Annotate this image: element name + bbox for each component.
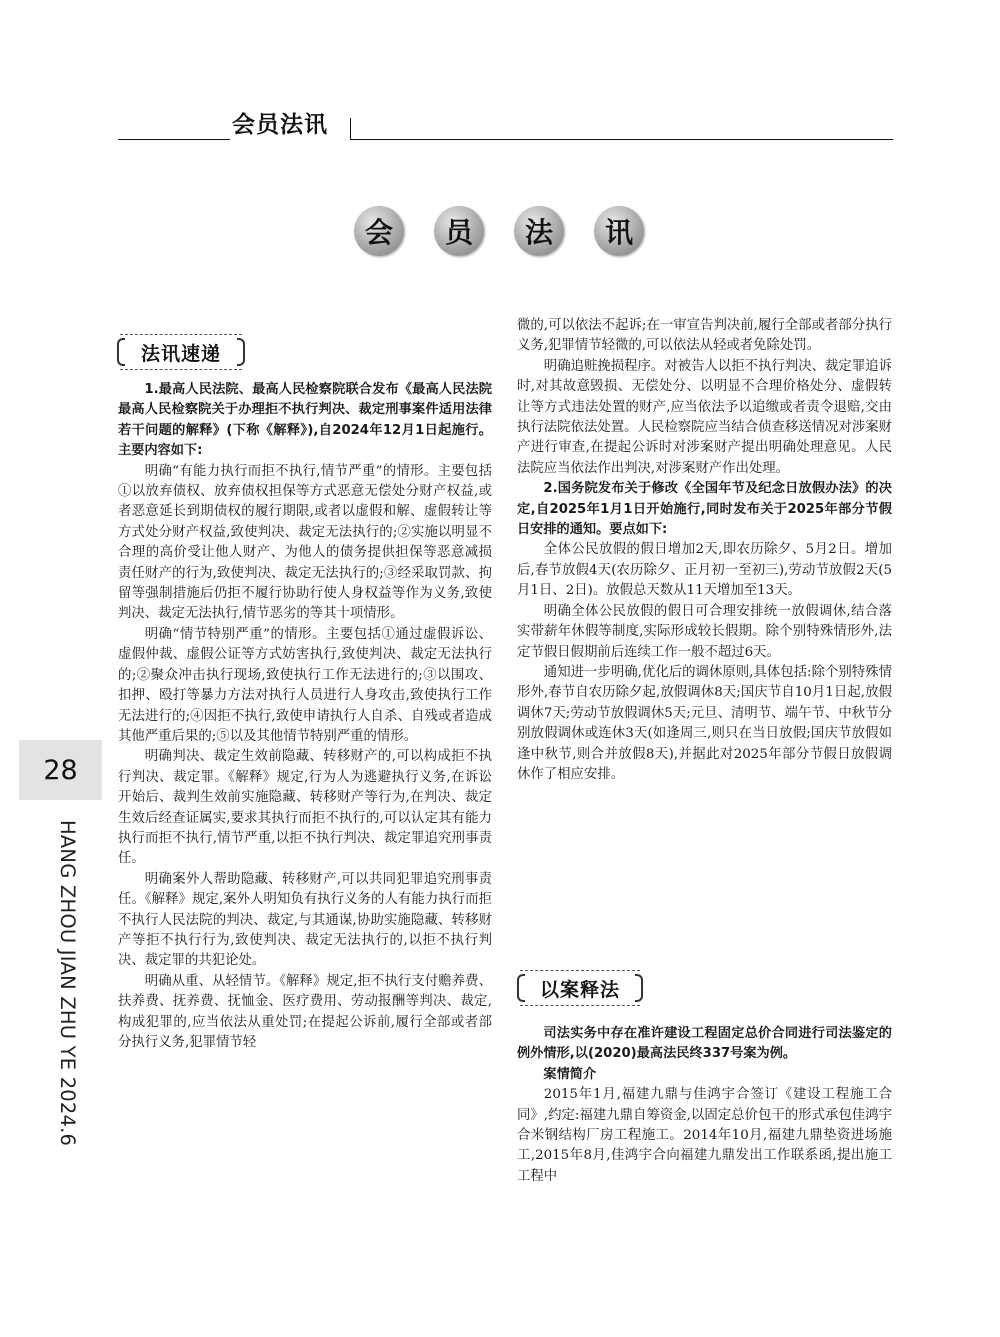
news-section-label-text: 法讯速递 (140, 342, 221, 365)
article-paragraph: 全体公民放假的假日增加2天,即农历除夕、5月2日。增加后,春节放假4天(农历除夕、正月初一至初三),劳动节放假2天(5月1日、2日)。放假总天数从11天增加至13天。 (517, 542, 892, 599)
article-paragraph: 明确判决、裁定生效前隐藏、转移财产的,可以构成拒不执行判决、裁定罪。《解释》规定,行为人为逃避执行义务,在诉讼开始后、裁判生效前实施隐藏、转移财产等行为,在判决、裁定生效后经查证属实,要求其执行而拒不执行的,可以认定其有能力执行而拒不执行,情节严重,以拒不执行判决、裁定罪追究刑事责任。 (118, 749, 492, 867)
banner-char-2: 员 (434, 206, 484, 256)
journal-side-text: HANG ZHOU JIAN ZHU YE 2024.6 (56, 820, 79, 1147)
right-column-bottom (517, 1024, 892, 1187)
article-paragraph: 明确“情节特别严重”的情形。主要包括①通过虚假诉讼、虚假仲裁、虚假公证等方式妨害执行,致使判决、裁定无法执行的;②聚众冲击执行现场,致使执行工作无法进行的;③以围攻、扣押、殴打等暴力方法对执行人员进行人身攻击,致使执行工作无法进行的;④因拒不执行,致使申请执行人自杀、自残或者造成其他严重后果的;⑤以及其他情节特别严重的情形。 (118, 626, 492, 744)
section-banner (354, 206, 644, 256)
banner-char-4: 讯 (594, 206, 644, 256)
label-bracket-left (117, 338, 125, 366)
header-rule-divider (350, 118, 351, 140)
article-heading: 1.最高人民法院、最高人民检察院联合发布《最高人民法院 最高人民检察院关于办理拒不执行判决、裁定刑事案件适用法律若干问题的解释》(下称《解释》),自2024年12月1日起施行。主要内容如下: (118, 382, 492, 459)
header-title: 会员法讯 (232, 112, 328, 138)
label-bracket-right (635, 974, 643, 1002)
banner-char-3: 法 (514, 206, 564, 256)
article-paragraph: 明确追赃挽损程序。对被告人以拒不执行判决、裁定罪追诉时,对其故意毁损、无偿处分、以明显不合理价格处分、虚假转让等方式违法处置的财产,应当依法予以追缴或者责令退赔,交由执行法院依法处置。人民检察院应当结合侦查移送情况对涉案财产进行审查,在提起公诉时对涉案财产提出明确处理意见。人民法院应当依法作出判决,对涉案财产作出处理。 (517, 358, 892, 476)
case-section-label-text: 以案释法 (539, 978, 620, 1001)
news-section-label (120, 334, 242, 370)
article-paragraph: 明确全体公民放假的假日可合理安排统一放假调休,结合落实带薪年休假等制度,实际形成较长假期。除个别特殊情形外,法定节假日假期前后连续工作一般不超过6天。 (517, 603, 892, 660)
article-subheading: 案情简介 (543, 1066, 597, 1082)
article-paragraph: 微的,可以依法不起诉;在一审宣告判决前,履行全部或者部分执行义务,犯罪情节轻微的,可以依法从轻或者免除处罚。 (517, 318, 892, 354)
article-heading: 2.国务院发布关于修改《全国年节及纪念日放假办法》的决定,自2025年1月1日开始施行,同时发布关于2025年部分节假日安排的通知。要点如下: (517, 481, 892, 538)
article-paragraph: 明确“有能力执行而拒不执行,情节严重”的情形。主要包括①以放弃债权、放弃债权担保等方式恶意无偿处分财产权益,或者恶意延长到期债权的履行期限,或者以虚假和解、虚假转让等方式处分财产权益,致使判决、裁定无法执行的;②实施以明显不合理的高价受让他人财产、为他人的债务提供担保等恶意减损责任财产的行为,致使判决、裁定无法执行的;③经采取罚款、拘留等强制措施后仍拒不履行协助行使人身权益等作为义务,致使判决、裁定无法执行,情节恶劣的等其十项情形。 (118, 463, 492, 622)
article-heading: 司法实务中存在准许建设工程固定总价合同进行司法鉴定的例外情形,以(2020)最高法民终337号案为例。 (517, 1026, 892, 1062)
article-paragraph: 明确案外人帮助隐藏、转移财产,可以共同犯罪追究刑事责任。《解释》规定,案外人明知负有执行义务的人有能力执行而拒不执行人民法院的判决、裁定,与其通谋,协助实施隐藏、转移财产等拒不执行行为,致使判决、裁定无法执行的,以拒不执行判决、裁定罪的共犯论处。 (118, 871, 492, 969)
header-rule-left (118, 139, 230, 140)
article-paragraph: 明确从重、从轻情节。《解释》规定,拒不执行支付赡养费、扶养费、抚养费、抚恤金、医疗费用、劳动报酬等判决、裁定,构成犯罪的,应当依法从重处罚;在提起公诉前,履行全部或者部分执行义务,犯罪情节轻 (118, 973, 492, 1050)
left-column (118, 380, 492, 1053)
header-rule-right (350, 139, 893, 140)
article-paragraph: 通知进一步明确,优化后的调休原则,具体包括:除个别特殊情形外,春节自农历除夕起,放假调休8天;国庆节自10月1日起,放假调休7天;劳动节放假调休5天;元旦、清明节、端午节、中秋节分别放假调休或连休3天(如逢周三,则只在当日放假;国庆节放假如逢中秋节,则合并放假8天),并据此对2025年部分节假日放假调休作了相应安排。 (517, 664, 892, 782)
article-paragraph: 2015年1月,福建九鼎与佳鸿宇合签订《建设工程施工合同》,约定:福建九鼎自筹资金,以固定总价包干的形式承包佳鸿宇合米钢结构厂房工程施工。2014年10月,福建九鼎垫资进场施工,2015年8月,佳鸿宇合向福建九鼎发出工作联系函,提出施工工程中 (517, 1087, 892, 1184)
banner-char-1: 会 (354, 206, 404, 256)
label-bracket-left (517, 974, 525, 1002)
case-section-label (520, 970, 640, 1006)
right-column-top (517, 316, 892, 785)
label-bracket-right (237, 338, 245, 366)
page-number: 28 (19, 740, 102, 800)
